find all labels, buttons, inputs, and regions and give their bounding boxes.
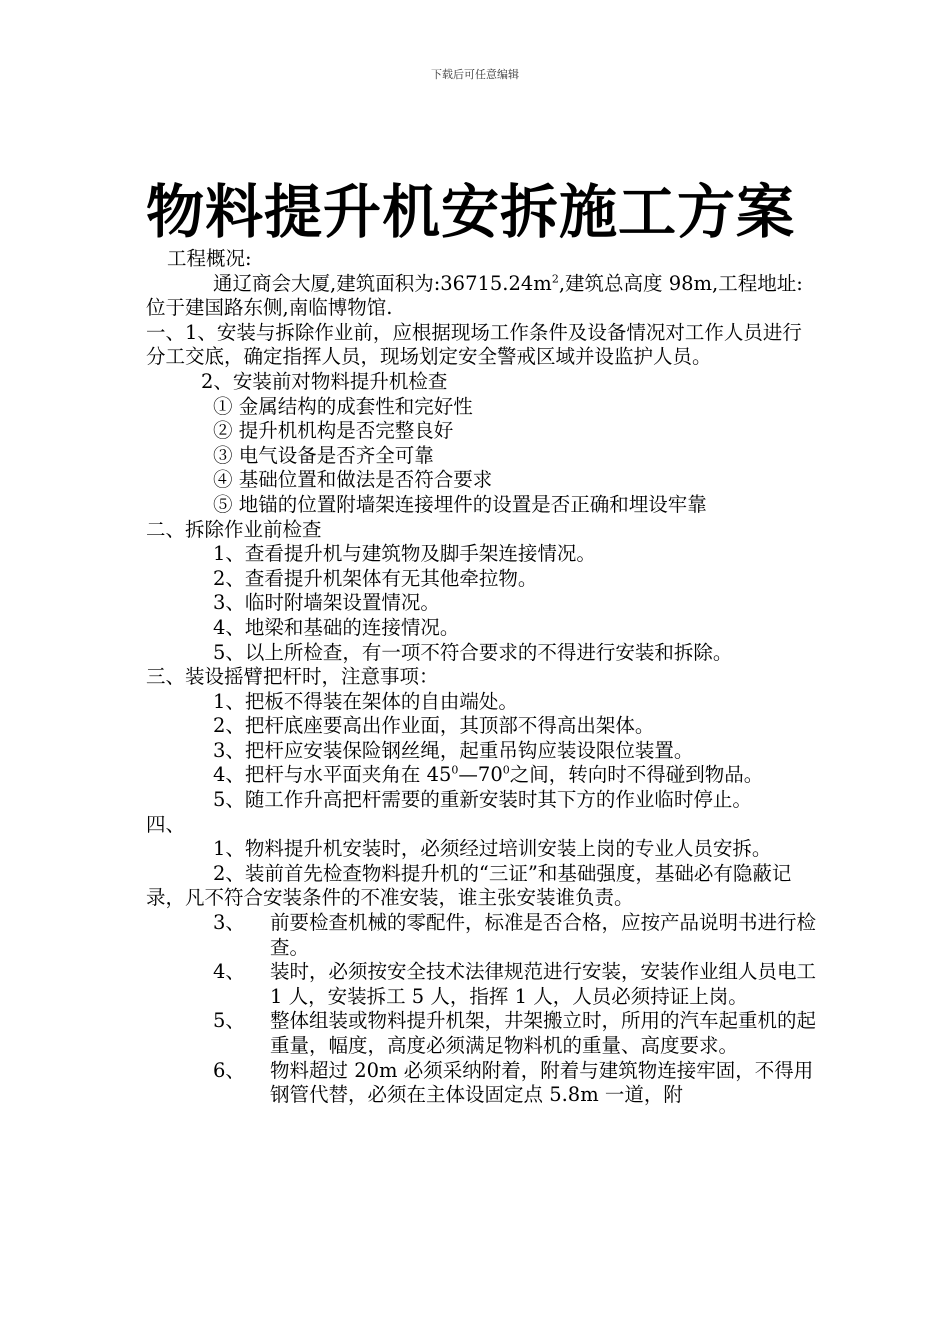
section-4-paragraph: 1、物料提升机安装时，必须经过培训安装上岗的专业人员安拆。: [213, 837, 772, 861]
item-text: 整体组装或物料提升机架，井架搬立时，所用的汽车起重机的起重量，幅度，高度必须满足物料机的重量、高度要求。: [270, 1009, 817, 1057]
list-item: 4、地梁和基础的连接情况。: [213, 615, 460, 639]
list-item: 2、把杆底座要高出作业面，其顶部不得高出架体。: [213, 714, 655, 738]
section-1-paragraph: 一、1、安装与拆除作业前，应根据现场工作条件及设备情况对工作人员进行分工交底，确定指挥人员，现场划定安全警戒区域并设监护人员。: [146, 320, 802, 369]
item-text: 装时，必须按安全技术法律规范进行安装，安装作业组人员电工 1 人，安装拆工 5 人，指挥 1 人，人员必须持证上岗。: [270, 960, 817, 1008]
section-4-heading: 四、: [146, 812, 186, 836]
page-header: 下载后可任意编辑: [431, 68, 519, 81]
check-item: ④ 基础位置和做法是否符合要求: [213, 468, 493, 492]
check-item: ① 金属结构的成套性和完好性: [213, 394, 473, 418]
numbered-item: [146, 960, 818, 1009]
overview-text-b: ,建筑总高度 98m,工程地址:位于建国路东侧,南临博物馆.: [146, 271, 803, 320]
numbered-item: [146, 911, 818, 960]
section-4-paragraph: 2、装前首先检查物料提升机的“三证”和基础强度，基础必有隐蔽记录，凡不符合安装条件的不准安装，谁主张安装谁负责。: [146, 861, 792, 910]
numbered-item: [146, 1009, 818, 1058]
overview-text-a: 通辽商会大厦,建筑面积为:36715.24m: [213, 271, 552, 295]
check-item: ⑤ 地锚的位置附墙架连接埋件的设置是否正确和埋设牢靠: [213, 492, 707, 516]
list-item: [146, 763, 818, 788]
list-item: 3、把杆应安装保险钢丝绳，起重吊钩应装设限位装置。: [213, 738, 694, 762]
overview-heading: 工程概况:: [167, 247, 252, 270]
check-item: ② 提升机机构是否完整良好: [213, 419, 454, 443]
item-text: 物料超过 20m 必须采纳附着，附着与建筑物连接牢固，不得用钢管代替，必须在主体设固定点 5.8m 一道，附: [270, 1058, 814, 1107]
list-item: 1、把板不得装在架体的自由端处。: [213, 689, 518, 713]
angle-text-c: 之间，转向时不得碰到物品。: [509, 763, 764, 787]
item-number: 4、: [213, 960, 245, 984]
list-item: 1、查看提升机与建筑物及脚手架连接情况。: [213, 542, 596, 566]
list-item: 5、随工作升高把杆需要的重新安装时其下方的作业临时停止。: [213, 788, 752, 812]
area-superscript: 2: [551, 272, 559, 286]
degree-superscript: 0: [502, 763, 510, 777]
list-item: 3、临时附墙架设置情况。: [213, 591, 440, 615]
document-body: [146, 247, 818, 1108]
list-item: 5、以上所检查，有一项不符合要求的不得进行安装和拆除。: [213, 640, 733, 664]
item-text: 前要检查机械的零配件，标准是否合格，应按产品说明书进行检查。: [270, 911, 817, 959]
degree-superscript: 0: [451, 763, 459, 777]
section-1-check-heading: 2、安装前对物料提升机检查: [201, 369, 448, 393]
document-title: 物料提升机安拆施工方案: [146, 178, 796, 246]
list-item: 2、查看提升机架体有无其他牵拉物。: [213, 566, 538, 590]
item-number: 5、: [213, 1009, 245, 1033]
section-3-heading: 三、装设摇臂把杆时，注意事项：: [146, 665, 439, 689]
item-number: 6、: [213, 1058, 245, 1082]
check-item: ③ 电气设备是否齐全可靠: [213, 443, 434, 467]
section-2-heading: 二、拆除作业前检查: [146, 517, 322, 541]
angle-text-b: —70: [458, 763, 503, 787]
angle-text-a: 4、把杆与水平面夹角在 45: [213, 763, 452, 787]
item-number: 3、: [213, 911, 245, 935]
overview-paragraph: [146, 272, 818, 321]
numbered-item: [146, 1059, 818, 1108]
